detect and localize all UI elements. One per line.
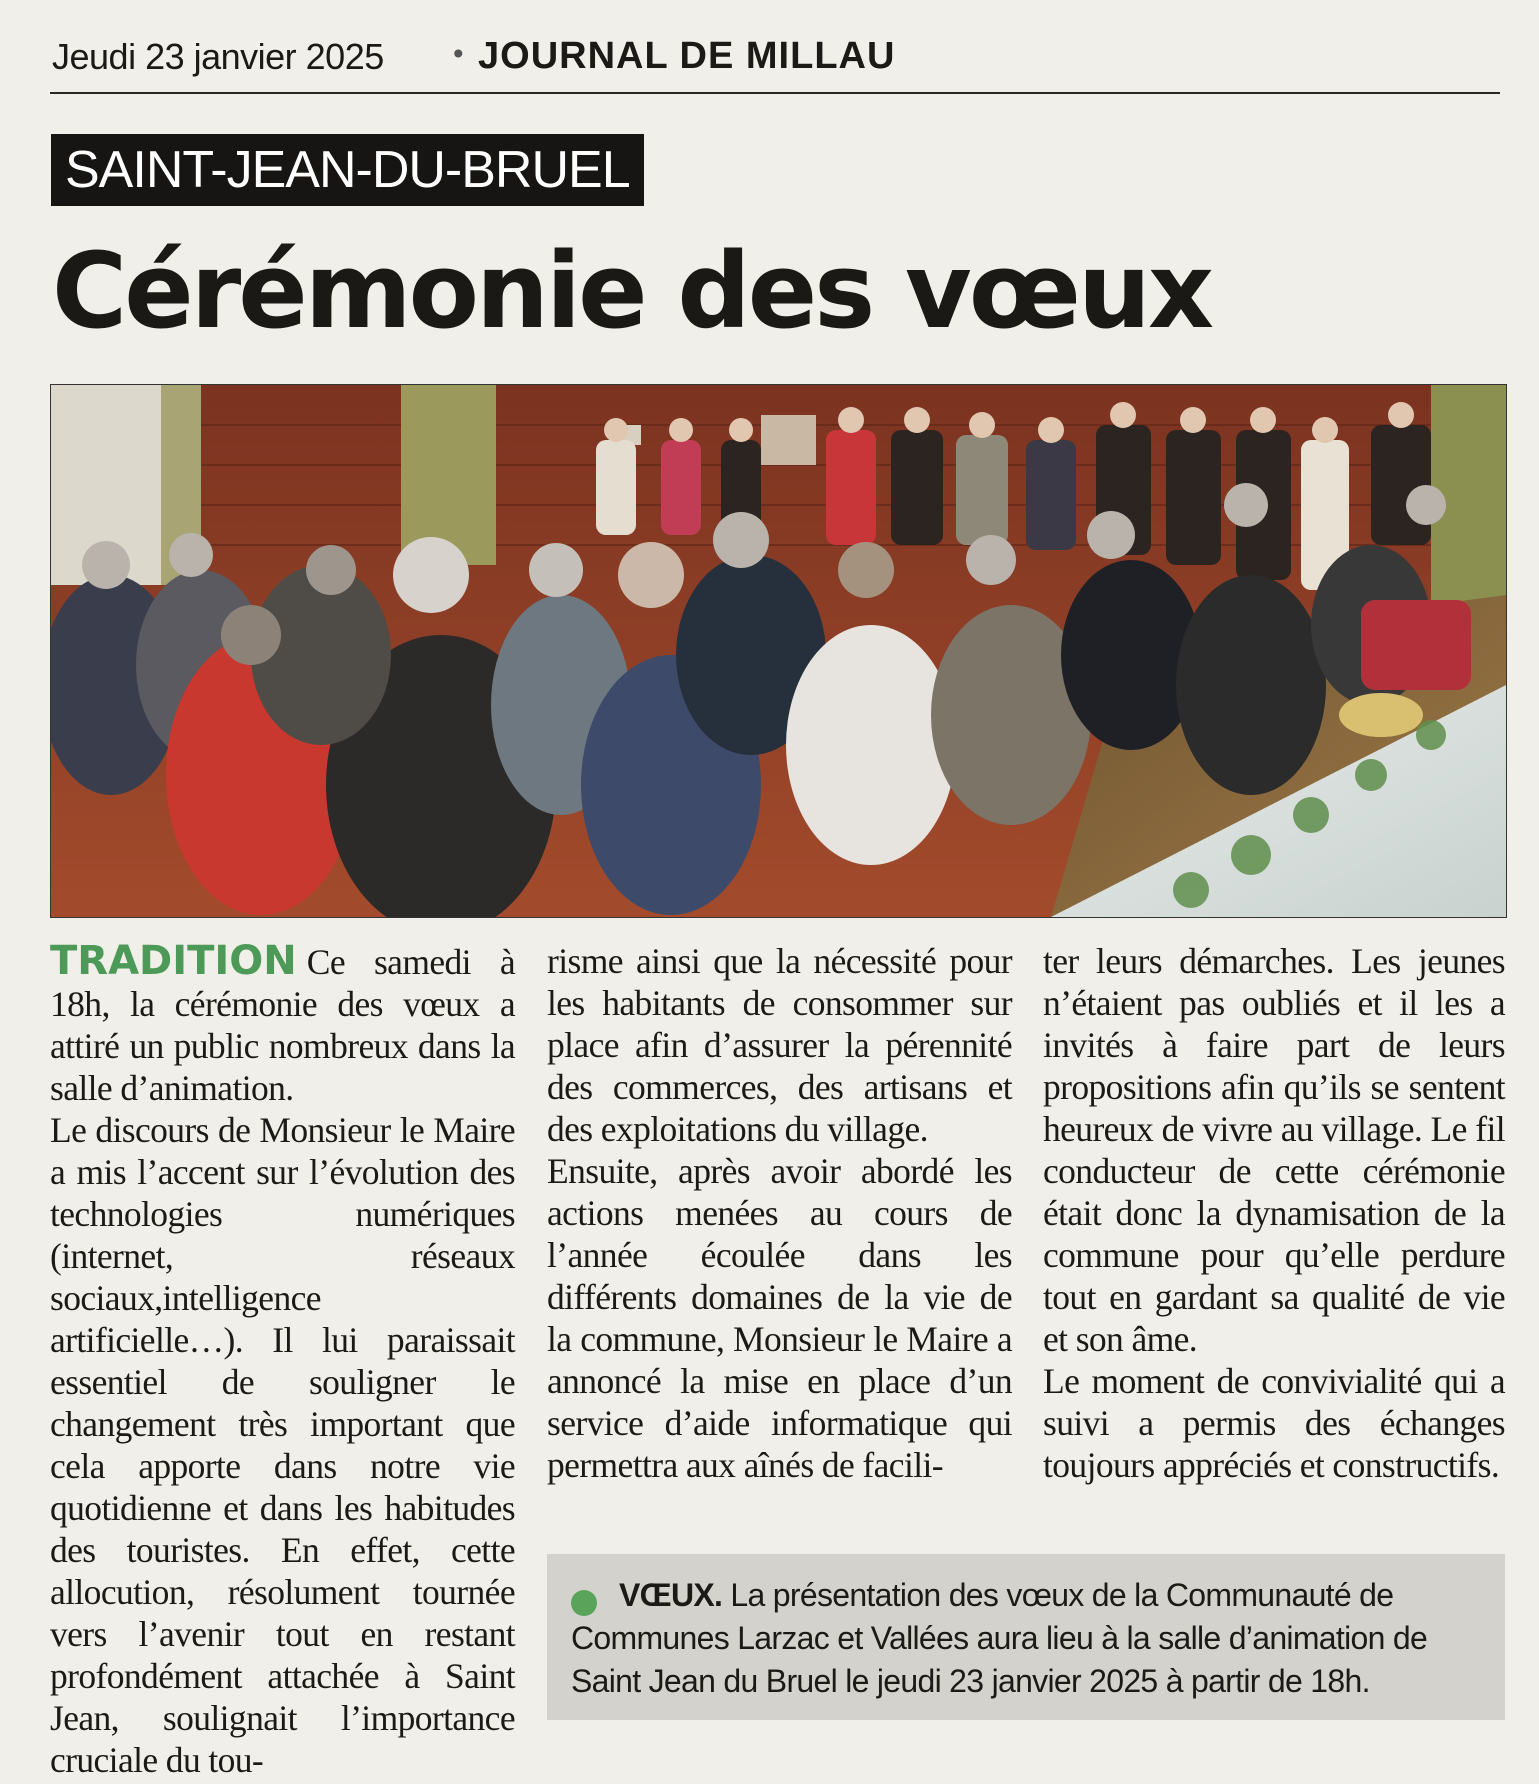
- article-paragraph: Le discours de Monsieur le Maire a mis l’accent sur l’évolution des technologies numériques (internet, réseaux sociaux,intelligence artificielle…). Il lui paraissait essentiel de souligner le changement très important que cela apporte dans notre vie quotidienne et dans les habitudes des touristes. En effet, cette allocution, résolument tournée vers l’avenir tout en restant profondément attachée à Saint Jean, soulignait l’importance cruciale du tou-: [50, 1110, 515, 1780]
- article-paragraph: [50, 940, 515, 1109]
- header-separator: •: [450, 38, 467, 71]
- info-body: La présentation des vœux de la Communauté de Communes Larzac et Vallées aura lieu à la salle d’animation de Saint Jean du Bruel le jeudi 23 janvier 2025 à partir de 18h.: [571, 1577, 1428, 1699]
- article-photo: [50, 384, 1507, 918]
- info-label: VŒUX.: [619, 1577, 723, 1613]
- article-paragraph: Le moment de convivialité qui a suivi a permis des échanges toujours appréciés et constructifs.: [1043, 1361, 1505, 1485]
- paragraph-text: Ce samedi à 18h, la cérémonie des vœux a attiré un public nombreux dans la salle d’animation.: [50, 942, 515, 1108]
- article-paragraph: risme ainsi que la nécessité pour les habitants de consommer sur place afin d’assurer la pérennité des commerces, des artisans et des exploitations du village.: [547, 941, 1012, 1149]
- article-paragraph: ter leurs démarches. Les jeunes n’étaient pas oubliés et il les a invités à faire part de leurs propositions afin qu’ils se sentent heureux de vivre au village. Le fil conducteur de cette cérémonie était donc la dynamisation de la commune pour qu’elle perdure tout en gardant sa qualité de vie et son âme.: [1043, 941, 1505, 1359]
- info-box: [547, 1554, 1505, 1720]
- article-column-2: [547, 940, 1012, 1486]
- journal-name: JOURNAL DE MILLAU: [478, 35, 896, 77]
- article-paragraph: Ensuite, après avoir abordé les actions menées au cours de l’année écoulée dans les différents domaines de la vie de la commune, Monsieur le Maire a annoncé la mise en place d’un service d’aide informatique qui permettra aux aînés de facili-: [547, 1151, 1012, 1485]
- section-kicker: SAINT-JEAN-DU-BRUEL: [51, 134, 644, 206]
- article-column-3: [1043, 940, 1505, 1486]
- article-column-1: [50, 940, 515, 1781]
- article-headline: Cérémonie des vœux: [52, 230, 1212, 352]
- lead-label: TRADITION: [50, 938, 297, 984]
- page-header: [50, 30, 1500, 94]
- issue-date: Jeudi 23 janvier 2025: [52, 36, 384, 77]
- photo-icon: [51, 385, 1506, 917]
- info-text: [571, 1574, 1476, 1703]
